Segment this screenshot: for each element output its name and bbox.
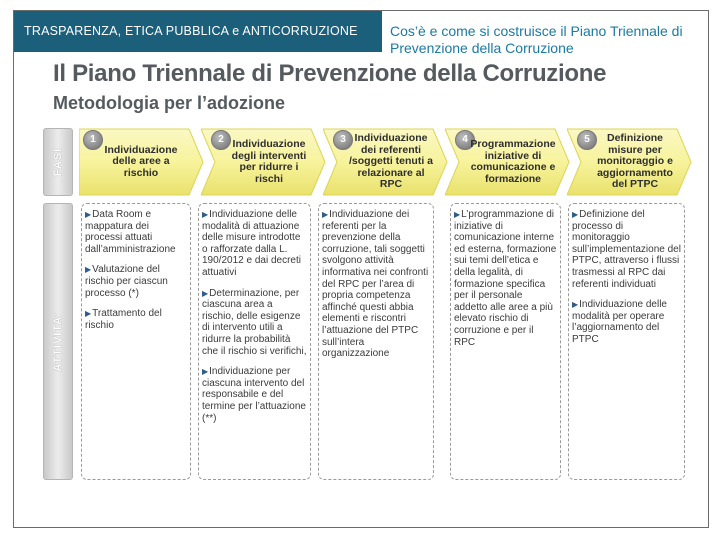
activity-item [572,209,681,290]
phases-row [79,128,691,196]
activity-item [85,264,187,299]
activity-text: Definizione del processo di monitoraggio sull’implementazione del PTPC, attraverso i flussi trasmessi al RPC dai referenti individuati [572,209,681,290]
activity-card-5 [568,203,685,480]
side-bar-fasi [43,128,73,196]
phase-label: Individuazione degli interventi per ridurre i rischi [231,138,307,185]
phase-number-badge: 1 [83,130,103,150]
activity-text: Valutazione del rischio per ciascun processo (*) [85,264,168,299]
activity-card-2 [198,203,311,480]
activity-text: Individuazione delle modalità di attuazione delle misure introdotte o rafforzate dalla L. 190/2012 e dai decreti attuativi [202,209,301,278]
phase-number-badge: 5 [577,130,597,150]
activity-text: Individuazione dei referenti per la prevenzione della corruzione, tali soggetti svolgono attività informativa nei confronti del RPC per l’area di propria competenza affinché questi abbia elementi e riscontri l’attuazione del PTPC sull’intera organizzazione [322,209,429,360]
triangle-bullet-icon: ▶ [202,288,209,298]
triangle-bullet-icon: ▶ [85,265,92,275]
activity-card-4 [450,203,561,480]
phase-arrow-2 [201,128,326,196]
triangle-bullet-icon: ▶ [454,210,461,219]
phase-number-badge: 3 [333,130,353,150]
phase-label: Definizione misure per monitoraggio e aggiornamento del PTPC [597,132,673,191]
activity-text: Trattamento del rischio [85,308,162,331]
side-bar-attivita [43,203,73,480]
activity-text: Determinazione, per ciascuna area a rischio, delle esigenze di intervento utili a ridurre la probabilità che il rischio si verifichi, [202,287,307,357]
phase-label: Individuazione delle aree a rischio [104,143,178,179]
header-banner [14,11,382,52]
triangle-bullet-icon: ▶ [85,309,92,319]
phase-number-badge: 2 [211,130,231,150]
activity-item [202,288,307,358]
phase-arrow-5 [567,128,692,196]
activity-text: Individuazione delle modalità per operare l’aggiornamento del PTPC [572,299,667,345]
page-subtitle: Metodologia per l’adozione [53,93,286,113]
header-note: Cos’è e come si costruisce il Piano Triennale di Prevenzione della Corruzione [390,23,683,56]
activity-item [85,209,187,255]
banner-title: TRASPARENZA, ETICA PUBBLICA e ANTICORRUZIONE [24,24,358,38]
phase-number-badge: 4 [455,130,475,150]
activity-text: L’programmazione di iniziative di comunicazione interne ed esterna, formazione sui temi dell’etica e della legalità, di formazione specifica per il personale addetto alle aree a più elevato rischio di corruzione e per il RPC [454,209,557,348]
activity-item [85,308,187,331]
activity-item [572,299,681,345]
side-label-fasi: FASI [52,147,64,177]
activity-item [202,209,307,279]
triangle-bullet-icon: ▶ [85,210,92,219]
phase-arrow-3 [323,128,448,196]
activity-item [322,209,430,360]
triangle-bullet-icon: ▶ [202,210,209,219]
side-label-attivita: ATTIVITA’ [52,311,64,372]
triangle-bullet-icon: ▶ [322,210,329,219]
phase-label: Programmazione iniziative di comunicazione e formazione [470,138,556,185]
triangle-bullet-icon: ▶ [572,210,579,219]
activity-item [202,366,307,424]
triangle-bullet-icon: ▶ [572,300,579,310]
activity-text: Individuazione per ciascuna intervento del responsabile e del termine per l’attuazione (**) [202,366,306,424]
activity-item [454,209,557,348]
phase-arrow-4 [445,128,570,196]
phase-label: Individuazione dei referenti /soggetti tenuti a relazionare al RPC [349,132,433,191]
activity-text: Data Room e mappatura dei processi attuati dall’amministrazione [85,209,176,255]
triangle-bullet-icon: ▶ [202,367,209,377]
activity-card-1 [81,203,191,480]
activity-card-3 [318,203,434,480]
page-title: Il Piano Triennale di Prevenzione della Corruzione [53,60,607,87]
phase-arrow-1 [79,128,204,196]
